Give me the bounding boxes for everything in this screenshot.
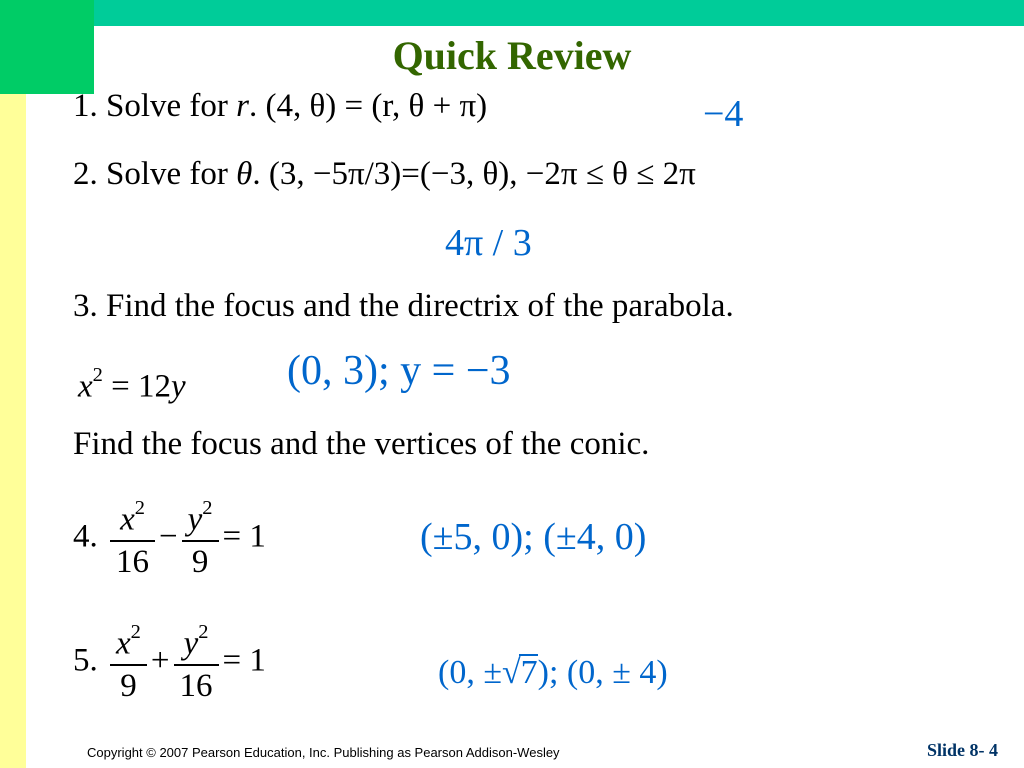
- q2-var: θ: [236, 156, 253, 192]
- q5-sqrt-radicand: 7: [520, 654, 538, 691]
- q4-answer: (±5, 0); (±4, 0): [420, 516, 647, 558]
- q4-rhs: = 1: [222, 518, 266, 555]
- q5-rhs: = 1: [222, 642, 266, 679]
- q5-y-fraction: $\frac{y^2}{16}$: [174, 622, 219, 703]
- q2-answer: 4π / 3: [445, 222, 532, 264]
- left-decor-bar: [0, 0, 26, 768]
- q1-prefix: 1. Solve for: [73, 88, 237, 124]
- q5-answer: (0, ±√7); (0, ± 4): [438, 654, 668, 691]
- copyright-footer: Copyright © 2007 Pearson Education, Inc. Publishing as Pearson Addison-Wesley: [87, 745, 560, 760]
- question-4: [73, 498, 266, 579]
- q5-x-fraction: $\frac{x^2}{9}$: [110, 622, 147, 703]
- q4-y-fraction: $\frac{y^2}{9}$: [182, 498, 219, 579]
- q5-operator: +: [150, 642, 170, 679]
- question-2: [73, 158, 696, 191]
- q1-answer: −4: [703, 93, 744, 135]
- q4-x-fraction: $\frac{x^2}{16}$: [110, 498, 155, 579]
- q3-answer: (0, 3); y = −3: [287, 348, 511, 394]
- q2-equation: . (3, −5π/3)=(−3, θ), −2π ≤ θ ≤ 2π: [252, 156, 696, 192]
- q4-operator: −: [159, 518, 178, 555]
- q3-equation-rhs: = 12: [111, 368, 171, 405]
- top-decor-bar: [0, 0, 1024, 26]
- question-5: [73, 622, 266, 703]
- q2-prefix: 2. Solve for: [73, 156, 237, 192]
- q1-equation: . (4, θ) = (r, θ + π): [249, 88, 488, 124]
- question-1: [73, 90, 487, 123]
- slide-title: Quick Review: [392, 33, 632, 78]
- q5-number: 5.: [73, 642, 98, 679]
- q1-var: r: [236, 88, 249, 124]
- q4-number: 4.: [73, 518, 98, 555]
- q3-equation: $x^2 = 12y$: [78, 364, 186, 405]
- conic-instructions: Find the focus and the vertices of the conic.: [73, 426, 650, 462]
- slide-number: Slide 8- 4: [926, 740, 998, 760]
- question-3: 3. Find the focus and the directrix of the parabola.: [73, 288, 734, 324]
